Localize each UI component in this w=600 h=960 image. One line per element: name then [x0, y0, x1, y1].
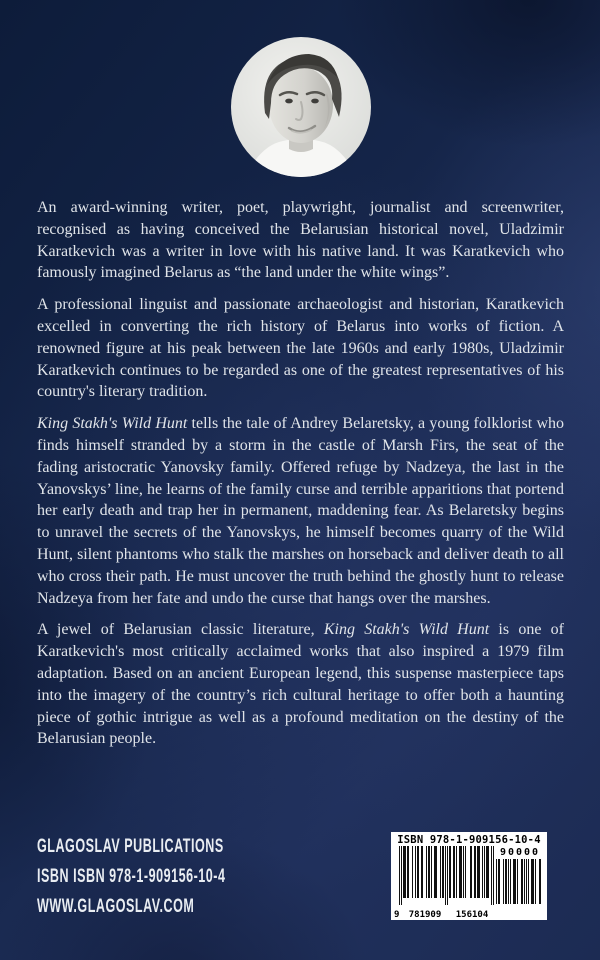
body-paragraph: An award-winning writer, poet, playwright, journalist and screenwriter, recognised as having conceived the Belarusian historical novel, Uladzimir Karatkevich was a writer in love with his native land. It was Karatkevich who famously imagined Belarus as “the land under the white wings”.	[37, 199, 564, 282]
barcode-main	[394, 846, 497, 920]
barcode-isbn-text: ISBN 978-1-909156-10-4	[397, 834, 541, 846]
barcode-addon-text: 90000	[499, 847, 541, 858]
publisher-website: WWW.GLAGOSLAV.COM	[37, 896, 195, 917]
barcode-label	[391, 832, 547, 920]
body-paragraph: A professional linguist and passionate archaeologist and historian, Karatkevich excelled in converting the rich history of Belarus into works of fiction. A renowned figure at his peak between the late 1960s and early 1980s, Uladzimir Karatkevich continues to be regarded as one of the greatest representatives of his country's literary tradition.	[37, 296, 564, 401]
publisher-name: GLAGOSLAV PUBLICATIONS	[37, 836, 224, 857]
barcode-digits-left: 781909	[408, 910, 442, 920]
author-portrait-image	[231, 37, 371, 177]
body-text	[37, 197, 564, 750]
author-portrait	[231, 37, 371, 177]
body-paragraph: A jewel of Belarusian classic literature, King Stakh's Wild Hunt is one of Karatkevich's most critically acclaimed works that also inspired a 1979 film adaptation. Based on an ancient European legend, this suspense masterpiece taps into the imagery of the country’s rich cultural heritage to offer both a haunting piece of gothic intrigue as well as a profound meditation on the destiny of the Belarusian people.	[37, 621, 564, 748]
barcode-digit-lead: 9	[394, 910, 400, 920]
barcode-addon	[495, 846, 542, 908]
body-paragraph: King Stakh's Wild Hunt tells the tale of Andrey Belaretsky, a young folklorist who finds himself stranded by a storm in the castle of Marsh Firs, the seat of the fading aristocratic Yanovsky family. Offered refuge by Nadzeya, the last in the Yanovskys’ line, he learns of the family curse and terrible apparitions that portend her early death and trap her in permanent, maddening fear. As Belaretsky begins to unravel the secrets of the Yanovskys, he himself becomes quarry of the Wild Hunt, silent phantoms who stalk the marshes on horseback and deliver death to all who cross their path. He must uncover the truth behind the ghostly hunt to release Nadzeya from her fate and undo the curse that hangs over the marshes.	[37, 415, 565, 607]
barcode-digits-right: 156104	[455, 910, 489, 920]
publisher-isbn: ISBN ISBN 978-1-909156-10-4	[37, 866, 226, 887]
publisher-block	[37, 832, 323, 922]
